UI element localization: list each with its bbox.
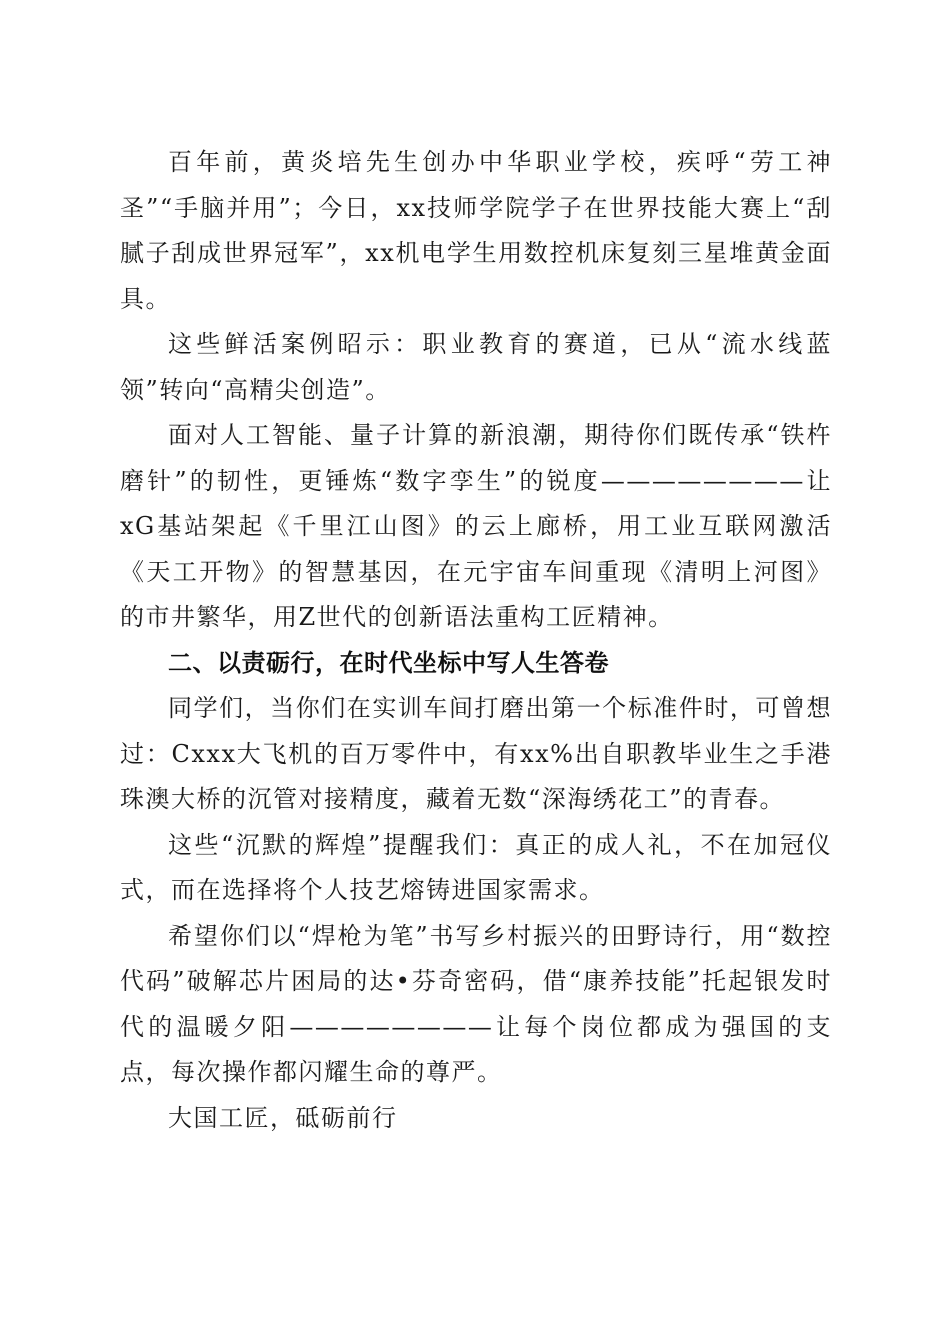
section-heading: 二、以责砺行，在时代坐标中写人生答卷 xyxy=(168,648,609,677)
paragraph-students: 同学们，当你们在实训车间打磨出第一个标准件时，可曾想过：Cxxx大飞机的百万零件中，有xx%出自职教毕业生之手港珠澳大桥的沉管对接精度，藏着无数“深海绣花工”的青春。 xyxy=(120,694,832,813)
paragraph-hope: 希望你们以“焊枪为笔”书写乡村振兴的田野诗行，用“数控代码”破解芯片困局的达•芬奇密码，借“康养技能”托起银发时代的温暖夕阳————————让每个岗位都成为强国的支点，每次操作都闪耀生命的尊严。 xyxy=(120,921,832,1086)
paragraph-closing: 大国工匠，砥砺前行 xyxy=(168,1103,398,1132)
paragraph-new-wave: 面对人工智能、量子计算的新浪潮，期待你们既传承“铁杵磨针”的韧性，更锤炼“数字孪生”的锐度————————让xG基站架起《千里江山图》的云上廊桥，用工业互联网激活《天工开物》的智慧基因，在元宇宙车间重现《清明上河图》的市井繁华，用Z世代的创新语法重构工匠精神。 xyxy=(120,421,832,631)
paragraph-silent-glory: 这些“沉默的辉煌”提醒我们：真正的成人礼，不在加冠仪式，而在选择将个人技艺熔铸进国家需求。 xyxy=(120,830,832,904)
paragraph-cases: 这些鲜活案例昭示：职业教育的赛道，已从“流水线蓝领”转向“高精尖创造”。 xyxy=(120,330,832,404)
paragraph-history: 百年前，黄炎培先生创办中华职业学校，疾呼“劳工神圣”“手脑并用”；今日，xx技师学院学子在世界技能大赛上“刮腻子刮成世界冠军”，xx机电学生用数控机床复刻三星堆黄金面具。 xyxy=(120,148,832,313)
document-body xyxy=(120,140,832,1141)
